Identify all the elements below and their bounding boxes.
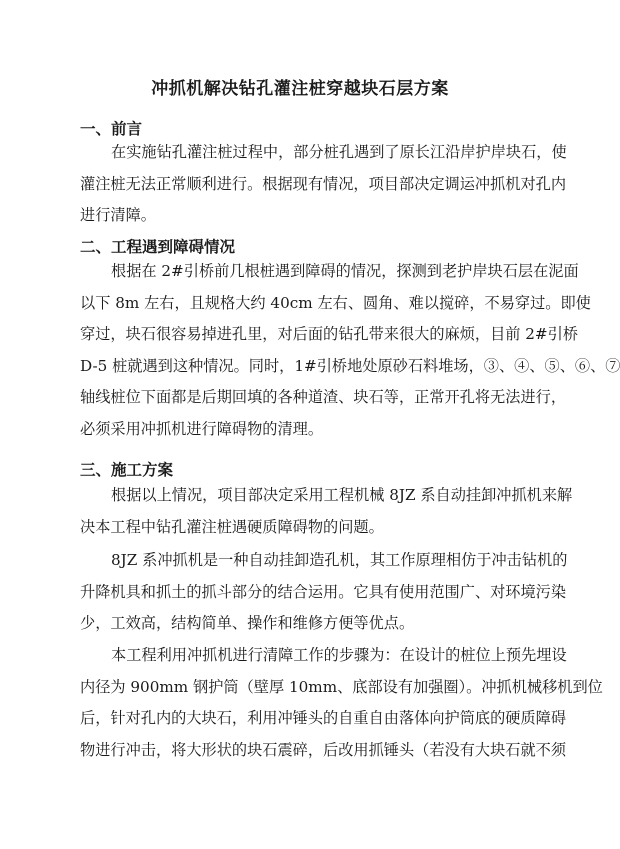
document-title: 冲抓机解决钻孔灌注桩穿越块石层方案 xyxy=(151,79,449,99)
paragraph-machine-description xyxy=(80,545,568,640)
paragraph-line: 必须采用冲抓机进行障碍物的清理。 xyxy=(80,419,323,438)
paragraph-line: 灌注桩无法正常顺利进行。根据现有情况，项目部决定调运冲抓机对孔内 xyxy=(80,174,566,193)
paragraph-line: 根据以上情况，项目部决定采用工程机械 8JZ 系自动挂卸冲抓机来解 xyxy=(111,486,573,504)
section-heading-construction-plan: 三、施工方案 xyxy=(80,460,174,479)
paragraph-line: 以下 8m 左右，且规格大约 40cm 左右、圆角、难以搅碎，不易穿过。即使 xyxy=(80,293,591,312)
section-heading-obstacles: 二、工程遇到障碍情况 xyxy=(80,237,236,256)
paragraph-line: 后，针对孔内的大块石，利用冲锤头的自重自由落体向护筒底的硬质障碍 xyxy=(80,709,566,727)
paragraph-line: 升降机具和抓土的抓斗部分的结合运用。它具有使用范围广、对环境污染 xyxy=(80,582,566,601)
paragraph-line: 在实施钻孔灌注桩过程中，部分桩孔遇到了原长江沿岸护岸块石，使 xyxy=(111,143,567,161)
paragraph-line: 轴线桩位下面都是后期回填的各种道渣、块石等，正常开孔将无法进行， xyxy=(80,388,566,406)
paragraph-line: 本工程利用冲抓机进行清障工作的步骤为：在设计的桩位上预先埋设 xyxy=(111,646,567,664)
paragraph-line: 物进行冲击，将大形状的块石震碎，后改用抓锤头（若没有大块石就不须 xyxy=(80,740,566,759)
paragraph-line: 进行清障。 xyxy=(80,206,156,224)
paragraph-obstacles xyxy=(80,256,620,445)
paragraph-line: D-5 桩就遇到这种情况。同时，1#引桥地处原砂石料堆场，③、④、⑤、⑥、⑦ xyxy=(80,356,620,375)
section-heading-preface: 一、前言 xyxy=(80,119,143,138)
paragraph-line: 8JZ 系冲抓机是一种自动挂卸造孔机，其工作原理相仿于冲击钻机的 xyxy=(111,551,568,569)
paragraph-line: 少，工效高，结构简单、操作和维修方便等优点。 xyxy=(80,614,415,632)
paragraph-line: 穿过，块石很容易掉进孔里，对后面的钻孔带来很大的麻烦，目前 2#引桥 xyxy=(80,325,579,343)
paragraph-procedure xyxy=(80,640,603,766)
paragraph-preface xyxy=(80,137,567,232)
paragraph-plan-intro xyxy=(80,480,573,543)
paragraph-line: 内径为 900mm 钢护筒（壁厚 10mm、底部设有加强圈）。冲抓机械移机到位 xyxy=(80,677,603,696)
paragraph-line: 决本工程中钻孔灌注桩遇硬质障碍物的问题。 xyxy=(80,517,384,536)
paragraph-line: 根据在 2#引桥前几根桩遇到障碍的情况，探测到老护岸块石层在泥面 xyxy=(111,262,579,280)
